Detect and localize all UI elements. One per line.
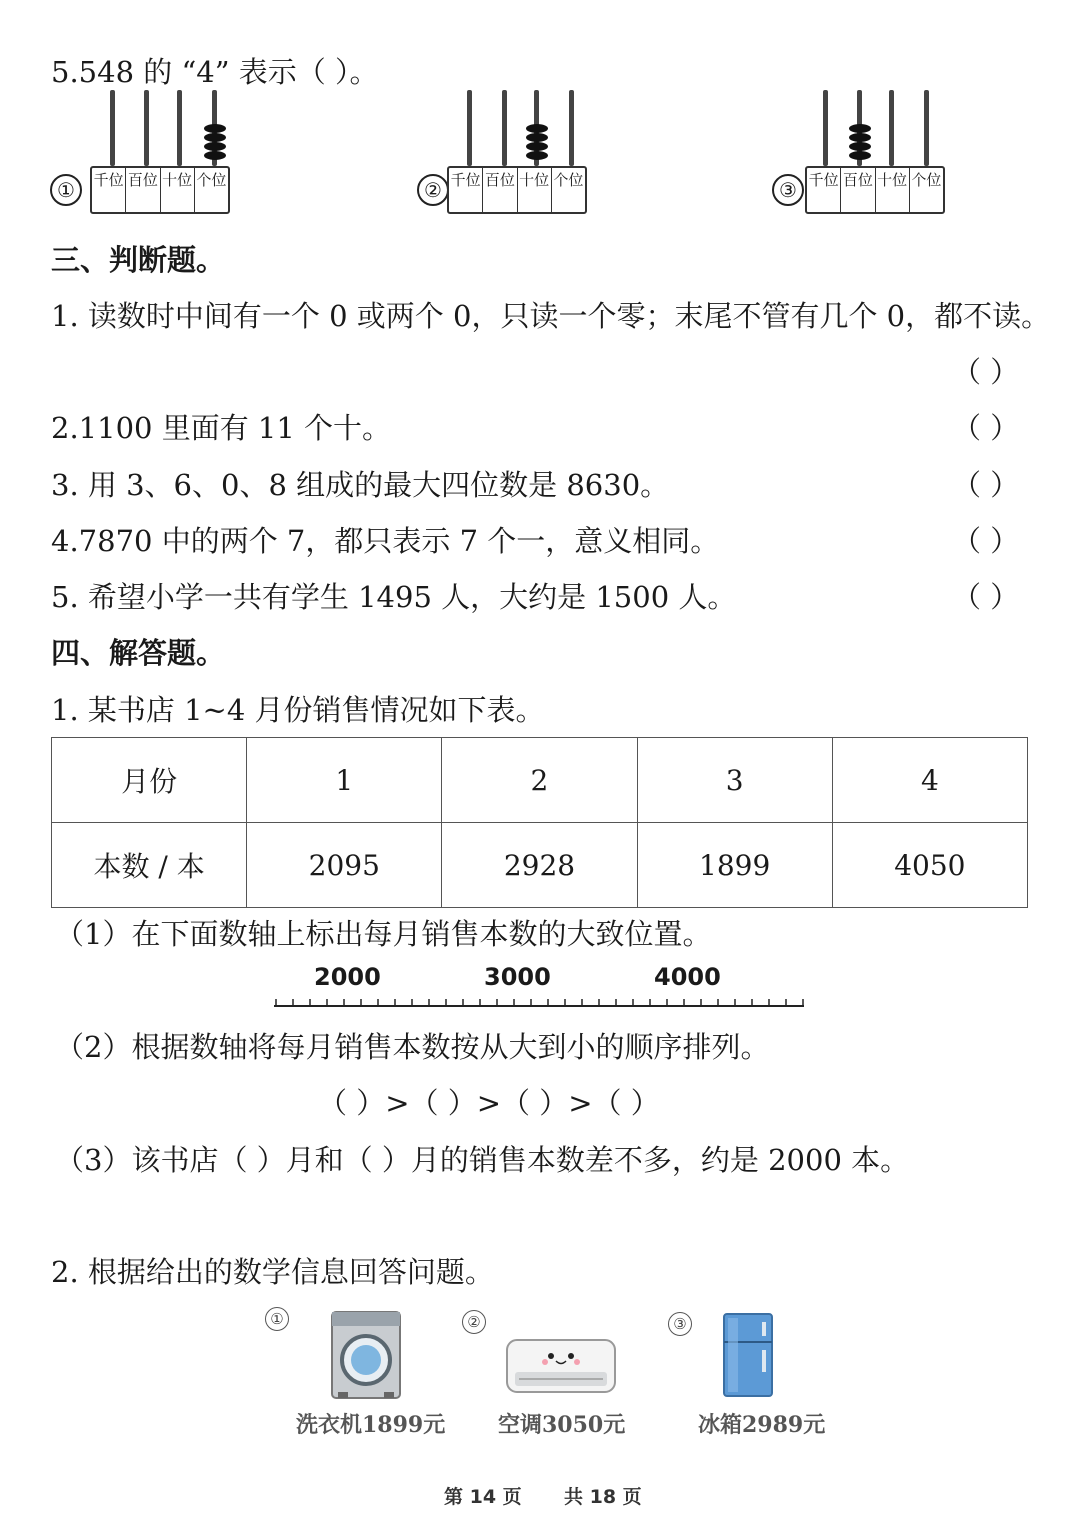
item-number-2: ② <box>462 1310 486 1334</box>
table-row <box>52 738 1028 823</box>
answer-blank-1[interactable]: （ ） <box>952 355 1020 389</box>
table-cell: 3 <box>637 738 832 823</box>
question-2-stem: 2. 根据给出的数学信息回答问题。 <box>51 1255 494 1289</box>
sub-question-3: （3）该书店（ ）月和（ ）月的销售本数差不多，约是 2000 本。 <box>55 1143 910 1177</box>
section-title-solve: 四、解答题。 <box>51 636 226 670</box>
washing-machine-caption: 洗衣机1899元 <box>296 1412 446 1438</box>
page-total: 共 18 页 <box>564 1486 642 1508</box>
sales-table <box>51 737 1028 908</box>
place-value-frame: 千位 百位 十位 个位 <box>447 166 587 214</box>
judgment-item-1: 1. 读数时中间有一个 0 或两个 0，只读一个零；末尾不管有几个 0，都不读。 <box>51 299 1051 333</box>
refrigerator-caption: 冰箱2989元 <box>698 1412 826 1438</box>
number-line-label-2000: 2000 <box>314 963 381 991</box>
answer-blank-3[interactable]: （ ） <box>952 468 1020 502</box>
item-number-3: ③ <box>668 1312 692 1336</box>
air-conditioner-icon <box>505 1338 617 1396</box>
table-cell: 本数 / 本 <box>52 823 247 908</box>
judgment-item-4: 4.7870 中的两个 7，都只表示 7 个一，意义相同。 <box>51 524 720 558</box>
order-answer-blanks[interactable]: （ ）>（ ）>（ ）>（ ） <box>318 1086 660 1120</box>
answer-blank-5[interactable]: （ ） <box>952 580 1020 614</box>
judgment-item-2: 2.1100 里面有 11 个十。 <box>51 411 392 445</box>
abacus-question-stem: 5.548 的 “4” 表示（ ）。 <box>51 55 379 89</box>
answer-blank-4[interactable]: （ ） <box>952 524 1020 558</box>
refrigerator-icon <box>722 1312 774 1398</box>
answer-blank-2[interactable]: （ ） <box>952 411 1020 445</box>
table-cell: 4050 <box>832 823 1027 908</box>
abacus-option-1 <box>50 90 227 220</box>
number-line-label-3000: 3000 <box>484 963 551 991</box>
place-value-frame: 千位 百位 十位 个位 <box>90 166 230 214</box>
abacus-option-2 <box>417 90 584 220</box>
section-title-judgment: 三、判断题。 <box>51 243 226 277</box>
table-cell: 1899 <box>637 823 832 908</box>
number-line-label-4000: 4000 <box>654 963 721 991</box>
washing-machine-icon <box>330 1310 402 1402</box>
number-line[interactable] <box>270 990 810 1012</box>
table-cell: 4 <box>832 738 1027 823</box>
judgment-item-5: 5. 希望小学一共有学生 1495 人，大约是 1500 人。 <box>51 580 737 614</box>
air-conditioner-caption: 空调3050元 <box>498 1412 626 1438</box>
item-number-1: ① <box>265 1307 289 1331</box>
table-cell: 1 <box>247 738 442 823</box>
sub-question-2: （2）根据数轴将每月销售本数按从大到小的顺序排列。 <box>55 1030 770 1064</box>
abacus-option-3 <box>772 90 942 220</box>
place-value-frame: 千位 百位 十位 个位 <box>805 166 945 214</box>
table-row <box>52 823 1028 908</box>
table-cell: 月份 <box>52 738 247 823</box>
sub-question-1: （1）在下面数轴上标出每月销售本数的大致位置。 <box>55 917 712 951</box>
table-cell: 2 <box>442 738 637 823</box>
option-number: ② <box>417 174 449 206</box>
judgment-item-3: 3. 用 3、6、0、8 组成的最大四位数是 8630。 <box>51 468 670 502</box>
table-cell: 2928 <box>442 823 637 908</box>
page-number: 第 14 页 <box>444 1486 522 1508</box>
option-number: ① <box>50 174 82 206</box>
option-number: ③ <box>772 174 804 206</box>
table-cell: 2095 <box>247 823 442 908</box>
question-1-stem: 1. 某书店 1~4 月份销售情况如下表。 <box>51 693 545 727</box>
